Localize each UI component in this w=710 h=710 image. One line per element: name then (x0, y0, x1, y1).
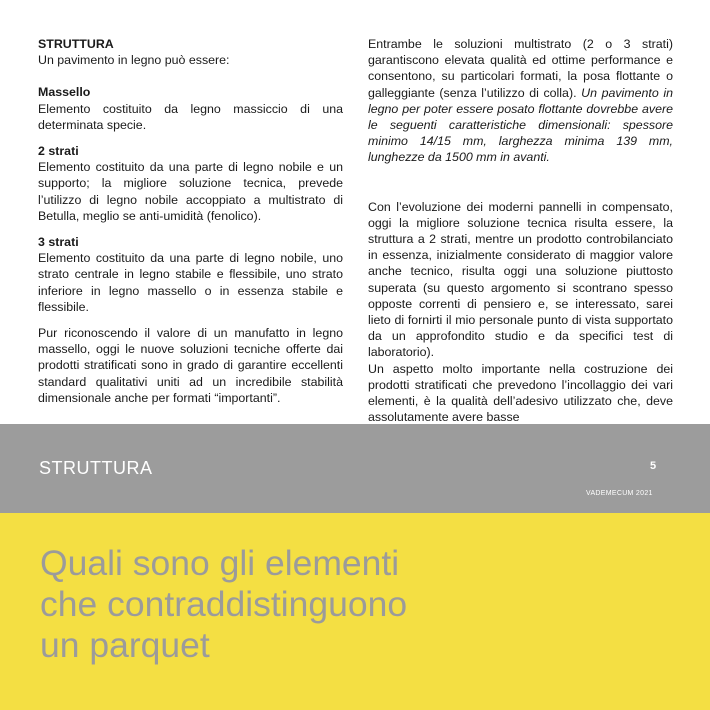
section-title: STRUTTURA (38, 37, 114, 51)
paragraph-adesivo: Un aspetto molto importante nella costruzione dei prodotti stratificati che prevedono l’incollaggio dei vari elementi, è la qualità dell’adesivo utilizzato che, deve assolutamente avere basse (368, 361, 673, 425)
footer-band (0, 424, 710, 513)
left-text-column (38, 36, 343, 406)
intro-text: Un pavimento in legno può essere: (38, 53, 230, 68)
headline-line-3: un parquet (40, 625, 210, 665)
headline (40, 543, 680, 666)
footer-section-title: STRUTTURA (39, 458, 153, 478)
massello-heading: Massello (38, 85, 91, 100)
paragraph-multistrato (368, 36, 673, 166)
three-layers-heading: 3 strati (38, 235, 79, 250)
paragraph-multistrato-italic: Un pavimento in legno per poter essere posato flottante dovrebbe avere le seguenti caratteristiche dimensionali: spessore minimo 14/15 mm, larghezza minima 139 mm, lunghezze da 1500 mm in avanti. (368, 85, 673, 165)
right-text-column (368, 36, 673, 425)
paragraph-evoluzione: Con l’evoluzione dei moderni pannelli in compensato, oggi la migliore soluzione tecnica risulta essere, la struttura a 2 strati, mentre un prodotto controbilanciato in essenza, inizialmente considerato di maggior valore anche tecnico, risulta oggi una soluzione piuttosto superata (su questo argomento si scontrano spesso opposte correnti di pensiero e, se interessato, sarei lieto di fornirti il mio personale punto di vista supportato da un approfondito studio e da specifici test di laboratorio). (368, 199, 673, 360)
two-layers-heading: 2 strati (38, 144, 79, 159)
paragraph-multistrato-regular: Entrambe le soluzioni multistrato (2 o 3 strati) garantiscono elevata qualità ed ottime performance e consentono, su particolari formati, la posa flottante o galleggiante (senza l’utilizzo di colla). (368, 37, 673, 100)
publication-label: VADEMECUM 2021 (586, 490, 653, 497)
massello-text: Elemento costituito da legno massiccio di una determinata specie. (38, 101, 343, 132)
headline-panel (0, 513, 710, 710)
headline-line-2: che contraddistinguono (40, 584, 408, 624)
two-layers-text: Elemento costituito da una parte di legno nobile e un supporto; la migliore soluzione tecnica, prevede l’utilizzo di legno nobile accoppiato a multistrato di Betulla, meglio se anti-umidità (fenolico). (38, 160, 343, 223)
three-layers-text: Elemento costituito da una parte di legno nobile, uno strato centrale in legno stabile e flessibile, uno strato inferiore in legno massello o in essenza stabile e flessibile. (38, 251, 343, 314)
page-number: 5 (650, 460, 657, 472)
closing-paragraph: Pur riconoscendo il valore di un manufatto in legno massello, oggi le nuove soluzioni tecniche offerte dai prodotti stratificati sono in grado di garantire eccellenti standard qualitativi uniti ad un incredibile stabilità dimensionale anche per formati “importanti”. (38, 326, 343, 405)
headline-line-1: Quali sono gli elementi (40, 543, 400, 583)
